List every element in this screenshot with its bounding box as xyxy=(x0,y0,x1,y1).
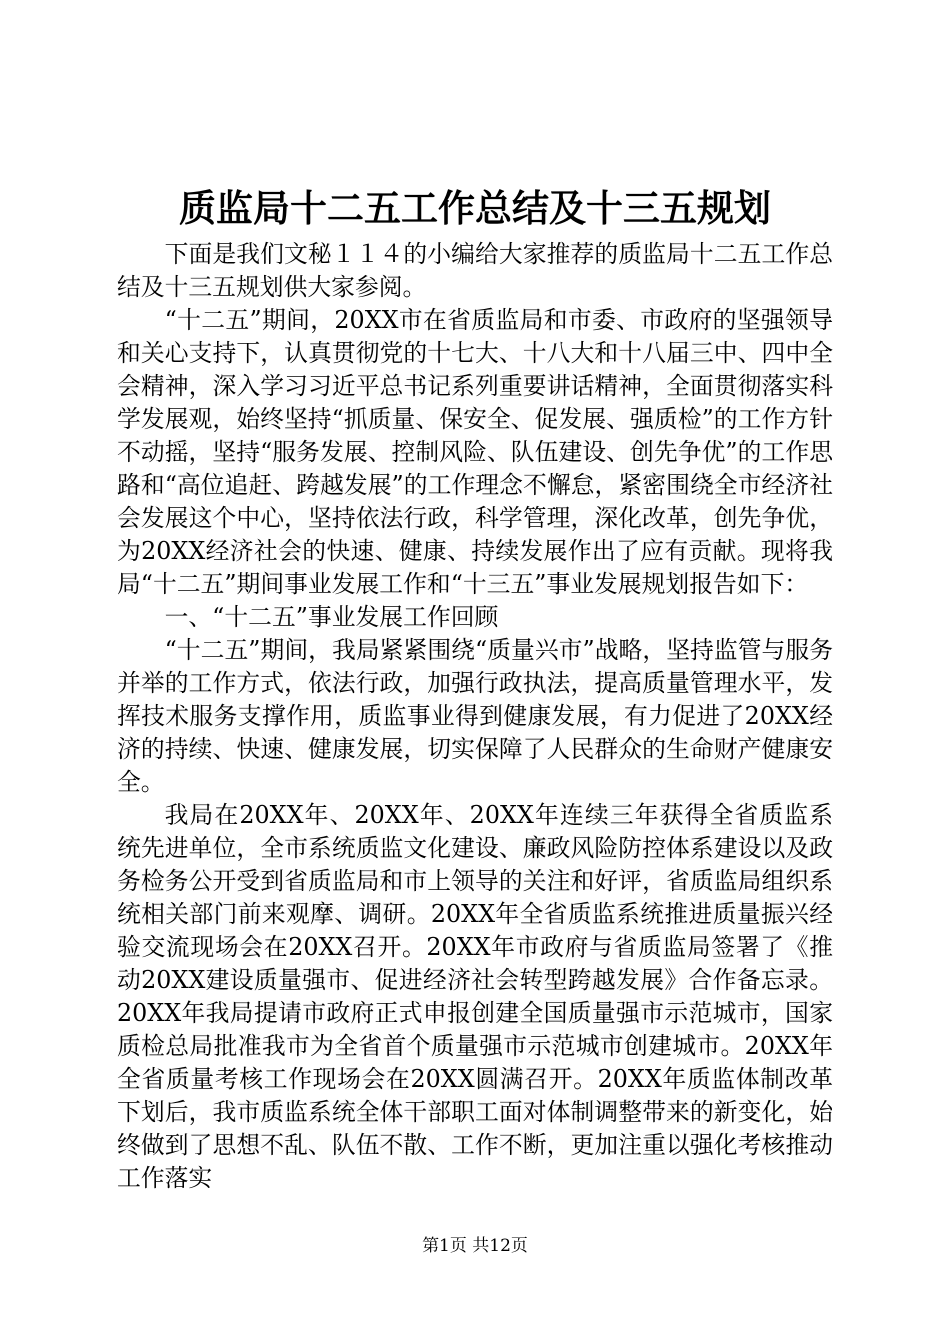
document-title: 质监局十二五工作总结及十三五规划 xyxy=(179,186,771,230)
page-number: 第1页 共12页 xyxy=(422,1236,528,1256)
document-body xyxy=(117,238,833,1195)
paragraph-review: “十二五”期间，我局紧紧围绕“质量兴市”战略，坚持监管与服务并举的工作方式，依法行政，加强行政执法，提高质量管理水平，发挥技术服务支撑作用，质监事业得到健康发展，有力促进了20XX经济的持续、快速、健康发展，切实保障了人民群众的生命财产健康安全。 xyxy=(117,636,833,796)
paragraph-overview: “十二五”期间，20XX市在省质监局和市委、市政府的坚强领导和关心支持下，认真贯彻党的十七大、十八大和十八届三中、四中全会精神，深入学习习近平总书记系列重要讲话精神，全面贯彻落实科学发展观，始终坚持“抓质量、保安全、促发展、强质检”的工作方针不动摇，坚持“服务发展、控制风险、队伍建设、创先争优”的工作思路和“高位追赶、跨越发展”的工作理念不懈怠，紧密围绕全市经济社会发展这个中心，坚持依法行政，科学管理，深化改革，创先争优，为20XX经济社会的快速、健康、持续发展作出了应有贡献。现将我局“十二五”期间事业发展工作和“十三五”事业发展规划报告如下： xyxy=(117,306,833,598)
section-heading: 一、“十二五”事业发展工作回顾 xyxy=(164,603,499,631)
paragraph-achievements: 我局在20XX年、20XX年、20XX年连续三年获得全省质监系统先进单位，全市系统质监文化建设、廉政风险防控体系建设以及政务检务公开受到省质监局和市上领导的关注和好评，省质监局组织系统相关部门前来观摩、调研。20XX年全省质监系统推进质量振兴经验交流现场会在20XX召开。20XX年市政府与省质监局签署了《推动20XX建设质量强市、促进经济社会转型跨越发展》合作备忘录。20XX年我局提请市政府正式申报创建全国质量强市示范城市，国家质检总局批准我市为全省首个质量强市示范城市创建城市。20XX年全省质量考核工作现场会在20XX圆满召开。20XX年质监体制改革下划后，我市质监系统全体干部职工面对体制调整带来的新变化，始终做到了思想不乱、队伍不散、工作不断，更加注重以强化考核推动工作落实 xyxy=(117,801,833,1192)
paragraph-intro: 下面是我们文秘１１４的小编给大家推荐的质监局十二五工作总结及十三五规划供大家参阅。 xyxy=(117,240,833,301)
